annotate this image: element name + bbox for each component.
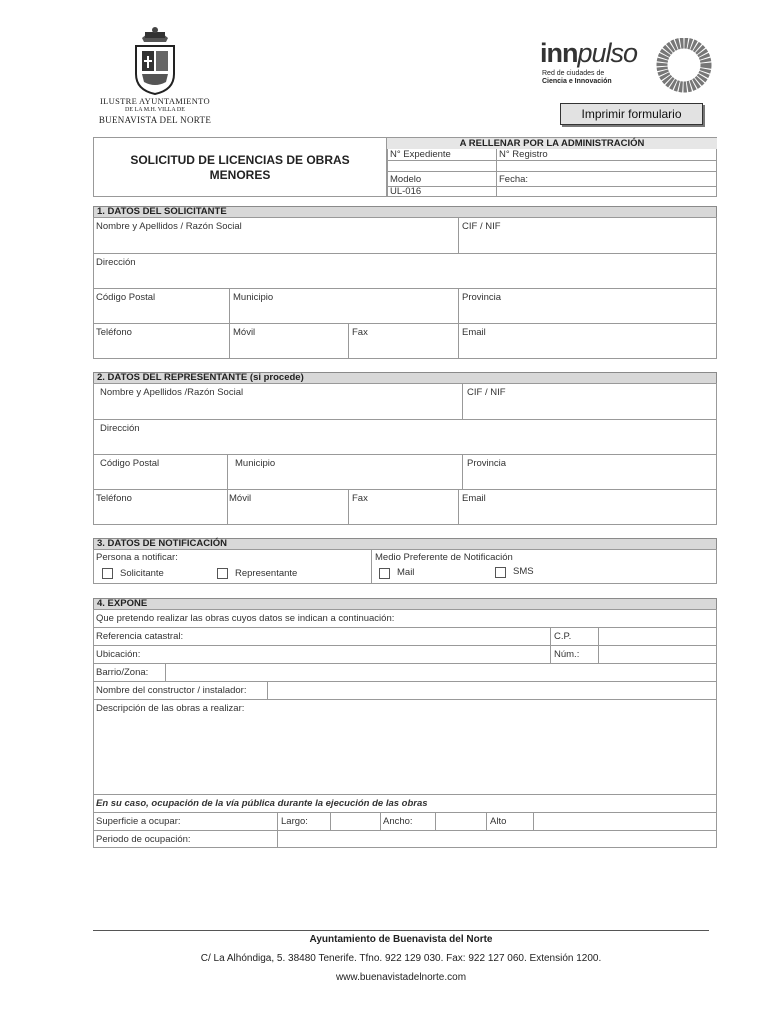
admin-expediente-label: N° Expediente [390, 149, 451, 160]
s4-constructor-label: Nombre del constructor / instalador: [96, 685, 247, 696]
council-name-line3: BUENAVISTA DEL NORTE [98, 115, 212, 125]
footer-address: C/ La Alhóndiga, 5. 38480 Tenerife. Tfno. 922 129 030. Fax: 922 127 060. Extensión 1200. [200, 953, 602, 964]
s2-municipio-field[interactable] [228, 468, 461, 488]
brand-subtitle-1: Red de ciudades de [542, 70, 605, 77]
brand-subtitle-2: Ciencia e Innovación [542, 78, 612, 85]
s3-mail-label: Mail [397, 567, 415, 578]
s3-persona-label: Persona a notificar: [96, 552, 178, 563]
admin-fecha-label: Fecha: [499, 174, 529, 185]
section2-heading: 2. DATOS DEL REPRESENTANTE (si procede) [93, 372, 717, 384]
s4-intro: Que pretendo realizar las obras cuyos datos se indican a continuación: [96, 613, 395, 624]
council-name-line1: ILUSTRE AYUNTAMIENTO [100, 96, 210, 106]
admin-heading: A RELLENAR POR LA ADMINISTRACIÓN [387, 138, 717, 149]
s2-email-label: Email [462, 493, 486, 504]
s1-movil-field[interactable] [230, 337, 347, 358]
s4-descripcion-field[interactable] [94, 716, 716, 793]
print-form-button[interactable] [560, 103, 703, 125]
section4-heading: 4. EXPONE [93, 598, 717, 610]
s2-cp-label: Código Postal [100, 458, 160, 469]
s4-periodo-field[interactable] [278, 831, 716, 847]
s3-solicitante-checkbox[interactable] [102, 568, 113, 579]
s4-barrio-field[interactable] [166, 664, 716, 680]
s2-nombre-label: Nombre y Apellidos /Razón Social [100, 387, 244, 398]
s1-email-label: Email [462, 327, 486, 338]
s4-periodo-label: Periodo de ocupación: [96, 834, 191, 845]
s1-provincia-label: Provincia [462, 292, 502, 303]
s4-descripcion-label: Descripción de las obras a realizar: [96, 703, 245, 714]
s1-municipio-field[interactable] [230, 302, 457, 322]
brand-ring-icon [654, 38, 714, 94]
s3-representante-checkbox[interactable] [217, 568, 228, 579]
form-title-line2: MENORES [209, 168, 271, 182]
s2-municipio-label: Municipio [235, 458, 276, 469]
s3-mail-checkbox[interactable] [379, 568, 390, 579]
s3-medio-label: Medio Preferente de Notificación [375, 552, 513, 563]
s2-telefono-field[interactable] [94, 503, 226, 524]
s1-movil-label: Móvil [233, 327, 256, 338]
s4-cp-label: C.P. [554, 631, 572, 642]
s1-telefono-field[interactable] [94, 337, 228, 358]
s4-ubicacion-label: Ubicación: [96, 649, 141, 660]
brand-name-pulso: pulso [577, 38, 638, 68]
s4-alto-field[interactable] [534, 813, 716, 829]
s2-direccion-label: Dirección [100, 423, 140, 434]
s2-cif-field[interactable] [463, 397, 716, 418]
s1-cif-field[interactable] [459, 231, 716, 252]
s1-municipio-label: Municipio [233, 292, 274, 303]
s4-constructor-field[interactable] [268, 682, 716, 698]
s2-movil-label: Móvil [229, 493, 252, 504]
s1-direccion-label: Dirección [96, 257, 136, 268]
s4-ancho-label: Ancho: [383, 816, 413, 827]
s1-email-field[interactable] [459, 337, 716, 358]
s2-cif-label: CIF / NIF [467, 387, 506, 398]
section3-heading: 3. DATOS DE NOTIFICACIÓN [93, 538, 717, 550]
s2-fax-field[interactable] [349, 503, 457, 524]
form-title-line1: SOLICITUD DE LICENCIAS DE OBRAS [130, 153, 350, 167]
s2-nombre-field[interactable] [94, 397, 461, 418]
admin-registro-label: N° Registro [499, 149, 548, 160]
footer-divider [93, 930, 709, 931]
admin-modelo-label: Modelo [390, 174, 422, 185]
brand-name-inn: inn [540, 38, 578, 68]
s2-direccion-field[interactable] [94, 433, 716, 453]
s4-ancho-field[interactable] [436, 813, 485, 829]
s4-ref-label: Referencia catastral: [96, 631, 184, 642]
s4-superficie-label: Superficie a ocupar: [96, 816, 181, 827]
s1-fax-label: Fax [352, 327, 368, 338]
s2-telefono-label: Teléfono [96, 493, 132, 504]
s4-largo-label: Largo: [281, 816, 308, 827]
council-name-line2: DE LA M.H. VILLA DE [125, 107, 185, 113]
form-title-box [93, 137, 387, 197]
s4-largo-field[interactable] [331, 813, 379, 829]
s4-via-publica-heading: En su caso, ocupación de la vía pública durante la ejecución de las obras [96, 798, 428, 809]
s2-fax-label: Fax [352, 493, 368, 504]
s2-provincia-field[interactable] [463, 468, 716, 488]
s1-provincia-field[interactable] [459, 302, 716, 322]
s1-direccion-field[interactable] [94, 267, 716, 287]
footer-web: www.buenavistadelnorte.com [335, 972, 467, 983]
footer-org: Ayuntamiento de Buenavista del Norte [309, 934, 493, 945]
s4-ubicacion-field[interactable] [150, 646, 549, 662]
s2-cp-field[interactable] [94, 468, 226, 488]
s1-fax-field[interactable] [349, 337, 457, 358]
admin-code: UL-016 [390, 186, 422, 197]
s4-num-field[interactable] [599, 646, 716, 662]
s2-provincia-label: Provincia [467, 458, 507, 469]
s4-cp-field[interactable] [599, 628, 716, 644]
s3-solicitante-label: Solicitante [120, 568, 164, 579]
s4-alto-label: Alto [490, 816, 507, 827]
s3-sms-checkbox[interactable] [495, 567, 506, 578]
s3-representante-label: Representante [235, 568, 298, 579]
print-form-button-label: Imprimir formulario [581, 107, 682, 121]
section1-heading: 1. DATOS DEL SOLICITANTE [93, 206, 717, 218]
s2-email-field[interactable] [459, 503, 716, 524]
s3-sms-label: SMS [513, 566, 534, 577]
s4-ref-field[interactable] [190, 628, 549, 644]
s2-movil-field[interactable] [228, 503, 347, 524]
s4-num-label: Núm.: [554, 649, 580, 660]
s1-telefono-label: Teléfono [96, 327, 132, 338]
innpulso-logo [540, 38, 715, 98]
s1-nombre-label: Nombre y Apellidos / Razón Social [96, 221, 242, 232]
s1-cif-label: CIF / NIF [462, 221, 501, 232]
coat-of-arms-logo [130, 24, 180, 96]
s1-nombre-field[interactable] [94, 231, 457, 252]
s1-cp-field[interactable] [94, 302, 228, 322]
s4-barrio-label: Barrio/Zona: [96, 667, 149, 678]
s1-cp-label: Código Postal [96, 292, 156, 303]
